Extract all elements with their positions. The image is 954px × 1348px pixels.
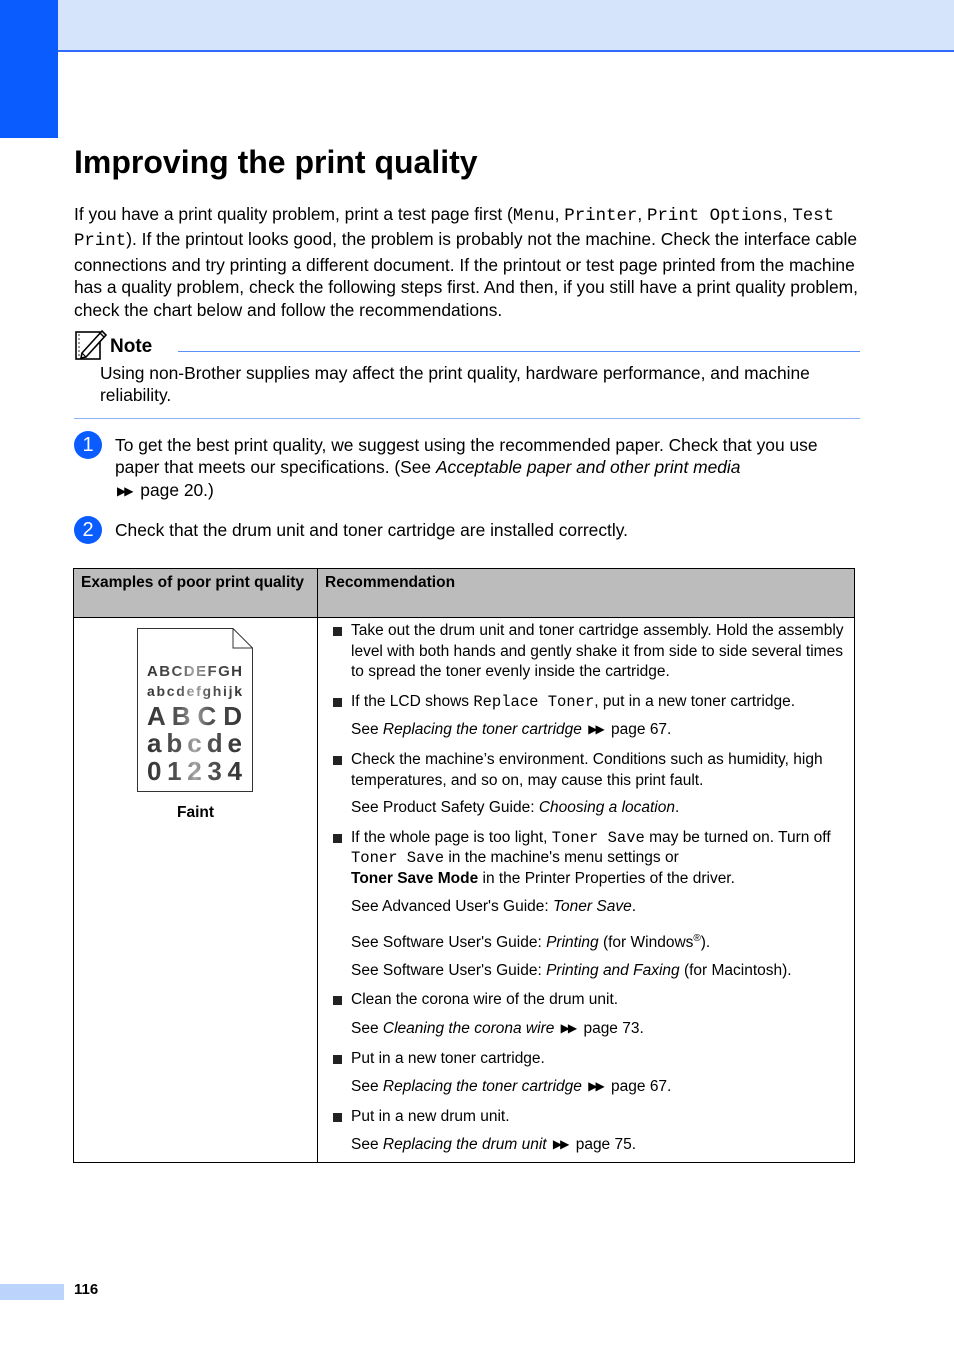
see-page: page 75.	[571, 1136, 637, 1154]
see-link[interactable]: Replacing the drum unit	[382, 1136, 547, 1154]
page-arrows-icon: ▶▶	[588, 1079, 603, 1094]
see-text: .	[675, 799, 680, 817]
step-1-page-ref: page 20.)	[135, 479, 214, 500]
note-pencil-icon	[74, 328, 108, 362]
intro-text: ,	[637, 204, 648, 224]
table-header-examples: Examples of poor print quality	[74, 569, 318, 618]
lcd-message: Replace Toner	[473, 692, 595, 711]
rec-text: in the Printer Properties of the driver.	[478, 869, 735, 887]
page-title: Improving the print quality	[74, 144, 478, 180]
menu-setting: Toner Save	[551, 828, 645, 847]
sample-line-4: a b c d e	[147, 728, 242, 758]
sample-line-1: ABCDEFGH	[147, 663, 242, 680]
rec-text: , put in a new toner cartridge.	[594, 692, 796, 710]
see-link[interactable]: Printing	[546, 934, 599, 952]
list-item	[332, 990, 844, 1011]
step-number-1: 1	[74, 431, 102, 459]
see-text: See	[351, 1136, 383, 1154]
note-label: Note	[110, 336, 153, 357]
rec-text: may be turned on. Turn off	[644, 828, 831, 846]
see-reference	[332, 1076, 844, 1098]
note-text: Using non-Brother supplies may affect the print quality, hardware performance, and machine reliability.	[100, 363, 810, 406]
intro-paragraph	[74, 203, 864, 321]
see-reference	[332, 897, 844, 918]
see-text: See	[351, 1020, 383, 1038]
intro-text: ,	[554, 204, 565, 224]
step-1	[74, 431, 864, 502]
see-text: (for Macintosh).	[679, 961, 792, 979]
rec-text: in the machine's menu settings or	[444, 849, 679, 867]
step-2	[74, 516, 864, 541]
driver-setting: Toner Save Mode	[351, 869, 479, 887]
see-link[interactable]: Replacing the toner cartridge	[382, 1078, 582, 1096]
page-arrows-icon: ▶▶	[560, 1021, 576, 1036]
table-header-row	[74, 569, 855, 618]
chapter-tab	[0, 0, 58, 138]
bullet-square-icon	[333, 698, 342, 707]
list-item	[332, 621, 844, 683]
rec-text: Put in a new drum unit.	[351, 1107, 510, 1125]
step-1-text	[115, 431, 864, 502]
rec-text: Check the machine’s environment. Conditions such as humidity, high temperatures, and so on, may cause this print fault.	[351, 750, 823, 789]
see-link[interactable]: Toner Save	[553, 897, 632, 915]
see-text: See Software User's Guide:	[351, 961, 547, 979]
intro-text: If you have a print quality problem, print a test page first (	[74, 204, 513, 224]
sample-wrap	[74, 618, 317, 1162]
list-item	[332, 1049, 844, 1070]
see-reference	[332, 961, 844, 982]
note-header	[74, 328, 860, 362]
list-item	[332, 750, 844, 791]
faint-print-sample-image	[137, 628, 253, 792]
rec-text: Take out the drum unit and toner cartridge assembly. Hold the assembly level with both hands and gently shake it from side to side several times to spread the toner evenly inside the cartridge.	[351, 622, 844, 681]
see-text: .	[631, 897, 637, 915]
intro-text: ). If the printout looks good, the problem is probably not the machine. Check the interface cable connections and try printing a different document. If the printout or test page printed from the machine has a quality problem, check the following steps first. And then, if you still have a print quality problem, check the chart below and follow the recommendations.	[74, 229, 858, 320]
see-reference	[332, 798, 844, 819]
see-page: page 67.	[606, 1078, 672, 1096]
see-text: (for Windows	[598, 934, 694, 952]
sample-line-2: abcdefghijk	[147, 683, 242, 699]
see-text: See Advanced User's Guide:	[351, 897, 553, 915]
sample-line-3: A B C D	[147, 701, 242, 731]
menu-path-test-print: Test Print	[74, 207, 835, 252]
bullet-square-icon	[333, 1055, 342, 1064]
registered-mark: ®	[693, 933, 701, 945]
step-1-link[interactable]: Acceptable paper and other print media	[435, 457, 741, 478]
see-reference	[332, 719, 844, 741]
menu-setting: Toner Save	[351, 849, 445, 868]
intro-text: ,	[782, 204, 793, 224]
page-arrows-icon: ▶▶	[552, 1137, 568, 1152]
see-link[interactable]: Printing and Faxing	[546, 961, 680, 979]
header-band	[0, 0, 954, 52]
rec-text: If the LCD shows	[351, 692, 474, 710]
menu-path-printer: Printer	[564, 207, 638, 226]
see-reference	[332, 1134, 844, 1156]
note-bottom-divider	[74, 418, 860, 419]
see-text: See Software User's Guide:	[351, 934, 547, 952]
see-reference	[332, 929, 844, 954]
see-text: See	[351, 1078, 383, 1096]
see-text: ).	[700, 934, 711, 952]
menu-path-menu: Menu	[512, 207, 555, 226]
menu-path-print-options: Print Options	[647, 207, 783, 226]
recommendation-cell	[318, 618, 855, 1163]
see-page: page 67.	[606, 721, 672, 739]
rec-text: Put in a new toner cartridge.	[351, 1049, 545, 1067]
see-reference	[332, 1018, 844, 1040]
page-number: 116	[74, 1281, 99, 1298]
bullet-square-icon	[333, 1113, 342, 1122]
sample-cell	[74, 618, 318, 1163]
note-box	[74, 328, 860, 407]
bullet-square-icon	[333, 834, 342, 843]
page-arrows-icon: ▶▶	[117, 483, 132, 498]
see-link[interactable]: Replacing the toner cartridge	[382, 721, 582, 739]
sample-line-5: 0 1 2 3 4	[147, 756, 242, 786]
list-item	[332, 692, 844, 713]
print-quality-table	[73, 568, 855, 1163]
step-number-2: 2	[74, 516, 102, 544]
bullet-square-icon	[333, 996, 342, 1005]
table-row	[74, 618, 855, 1163]
step-2-text: Check that the drum unit and toner cartridge are installed correctly.	[115, 520, 628, 540]
sample-caption: Faint	[176, 804, 215, 821]
bullet-square-icon	[333, 627, 342, 636]
list-item	[332, 828, 844, 890]
rec-text: Clean the corona wire of the drum unit.	[351, 991, 619, 1009]
see-link[interactable]: Cleaning the corona wire	[382, 1020, 555, 1038]
see-link[interactable]: Choosing a location	[538, 799, 675, 817]
note-divider	[178, 351, 860, 352]
list-item	[332, 1107, 844, 1128]
see-text: See	[351, 721, 383, 739]
step-1-text-part: To get the best print quality, we suggest using the recommended paper. Check that you use paper that meets our specifications. (See	[115, 435, 818, 478]
footer-band	[0, 1284, 64, 1300]
bullet-square-icon	[333, 756, 342, 765]
see-page: page 73.	[579, 1020, 644, 1038]
table-header-recommendation: Recommendation	[318, 569, 855, 618]
rec-text: If the whole page is too light,	[351, 828, 552, 846]
page-arrows-icon: ▶▶	[588, 722, 603, 737]
see-text: See Product Safety Guide:	[351, 799, 539, 817]
